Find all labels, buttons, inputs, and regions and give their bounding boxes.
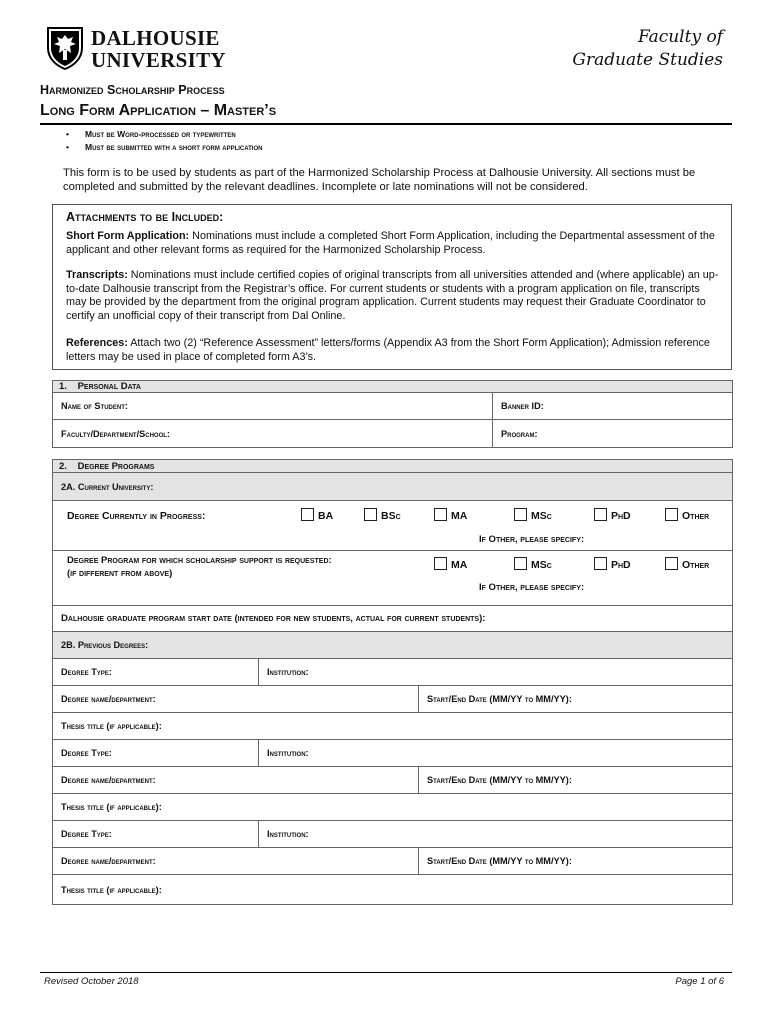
institution-field[interactable]: Institution: [259, 659, 733, 686]
faculty-line1: Faculty of [637, 27, 723, 47]
section1-header: 1. Personal Data [53, 381, 733, 393]
degree-type-field[interactable]: Degree Type: [53, 821, 259, 848]
if-other-specify-requested[interactable]: If Other, please specify: [479, 582, 585, 593]
banner-id-field[interactable]: Banner ID: [493, 393, 733, 420]
requirement-item: • Must be Word-processed or typewritten [66, 129, 236, 139]
current-degree-row [53, 501, 733, 551]
university-name-line2: UNIVERSITY [91, 48, 226, 72]
degree-type-field[interactable]: Degree Type: [53, 659, 259, 686]
checkbox-icon[interactable] [301, 508, 314, 521]
checkbox-bsc[interactable]: BSc [364, 508, 401, 522]
checkbox-other[interactable]: Other [665, 508, 709, 522]
current-university-heading: 2A. Current University: [53, 473, 733, 501]
previous-degrees-heading: 2B. Previous Degrees: [53, 632, 733, 659]
degree-name-field[interactable]: Degree name/department: [53, 767, 419, 794]
checkbox-icon[interactable] [514, 557, 527, 570]
form-title: Long Form Application – Master’s [40, 102, 277, 119]
degree-in-progress-label: Degree Currently in Progress: [67, 510, 206, 522]
title-rule [40, 123, 732, 125]
faculty-line2: Graduate Studies [572, 50, 723, 70]
thesis-title-field[interactable]: Thesis title (if applicable): [53, 713, 733, 740]
program-start-date-field[interactable]: Dalhousie graduate program start date (intended for new students, actual for current students): [53, 606, 733, 632]
checkbox-requested-other[interactable]: Other [665, 557, 709, 571]
faculty-title [523, 26, 723, 72]
attachments-heading: Attachments to be Included: [66, 210, 224, 224]
checkbox-requested-ma[interactable]: MA [434, 557, 467, 571]
if-other-specify-current[interactable]: If Other, please specify: [479, 534, 585, 545]
checkbox-requested-msc[interactable]: MSc [514, 557, 552, 571]
degree-programs-section [52, 459, 732, 905]
checkbox-icon[interactable] [364, 508, 377, 521]
page-number: Page 1 of 6 [675, 976, 724, 987]
faculty-department-field[interactable]: Faculty/Department/School: [53, 420, 493, 448]
institution-field[interactable]: Institution: [259, 821, 733, 848]
checkbox-icon[interactable] [514, 508, 527, 521]
personal-data-section [52, 380, 732, 448]
section2-header: 2. Degree Programs [53, 460, 733, 473]
thesis-title-field[interactable]: Thesis title (if applicable): [53, 794, 733, 821]
checkbox-ma[interactable]: MA [434, 508, 467, 522]
process-title: Harmonized Scholarship Process [40, 83, 225, 97]
university-logo [46, 26, 226, 72]
shield-crest-icon [46, 26, 84, 70]
footer-rule [40, 972, 732, 973]
degree-type-field[interactable]: Degree Type: [53, 740, 259, 767]
checkbox-icon[interactable] [434, 508, 447, 521]
requested-degree-row [53, 551, 733, 606]
checkbox-icon[interactable] [594, 508, 607, 521]
requirement-item: • Must be submitted with a short form application [66, 142, 263, 152]
checkbox-icon[interactable] [434, 557, 447, 570]
start-end-date-field[interactable]: Start/End Date (MM/YY to MM/YY): [419, 848, 733, 875]
intro-text: This form is to be used by students as part of the Harmonized Scholarship Process at Dalhousie University. All sections must be completed and submitted by the relevant deadlines. Incomplete or late nominations will not be considered. [63, 167, 696, 193]
checkbox-icon[interactable] [665, 508, 678, 521]
transcripts-paragraph: Transcripts: Nominations must include certified copies of original transcripts from all universities attended and (where applicable) an up-to-date Dalhousie transcript from the Registrar’s office. For current students or students with a program application on file, transcripts may be provided by the department from the original program application. Current students may request their Graduate Coordinator to certify an unofficial copy of their transcript from Dal Online. [66, 269, 719, 322]
checkbox-msc[interactable]: MSc [514, 508, 552, 522]
checkbox-requested-phd[interactable]: PhD [594, 557, 631, 571]
revised-date: Revised October 2018 [44, 976, 139, 987]
program-field[interactable]: Program: [493, 420, 733, 448]
checkbox-phd[interactable]: PhD [594, 508, 631, 522]
attachments-box [52, 204, 732, 370]
degree-name-field[interactable]: Degree name/department: [53, 848, 419, 875]
start-end-date-field[interactable]: Start/End Date (MM/YY to MM/YY): [419, 767, 733, 794]
checkbox-ba[interactable]: BA [301, 508, 333, 522]
checkbox-icon[interactable] [594, 557, 607, 570]
short-form-paragraph: Short Form Application: Nominations must include a completed Short Form Application, including the Departmental assessment of the applicant and other relevant forms as required for the Harmonized Scholarship Process. [66, 230, 715, 256]
degree-requested-label: Degree Program for which scholarship support is requested: (if different from above) [67, 555, 332, 579]
degree-name-field[interactable]: Degree name/department: [53, 686, 419, 713]
university-name-line1: DALHOUSIE [91, 26, 220, 50]
checkbox-icon[interactable] [665, 557, 678, 570]
institution-field[interactable]: Institution: [259, 740, 733, 767]
references-paragraph: References: Attach two (2) “Reference Assessment” letters/forms (Appendix A3 from the Short Form Application); Admission reference letters may be used in place of completed form A3’s. [66, 337, 710, 363]
requirements-list [66, 128, 262, 154]
start-end-date-field[interactable]: Start/End Date (MM/YY to MM/YY): [419, 686, 733, 713]
thesis-title-field[interactable]: Thesis title (if applicable): [53, 875, 733, 905]
student-name-field[interactable]: Name of Student: [53, 393, 493, 420]
